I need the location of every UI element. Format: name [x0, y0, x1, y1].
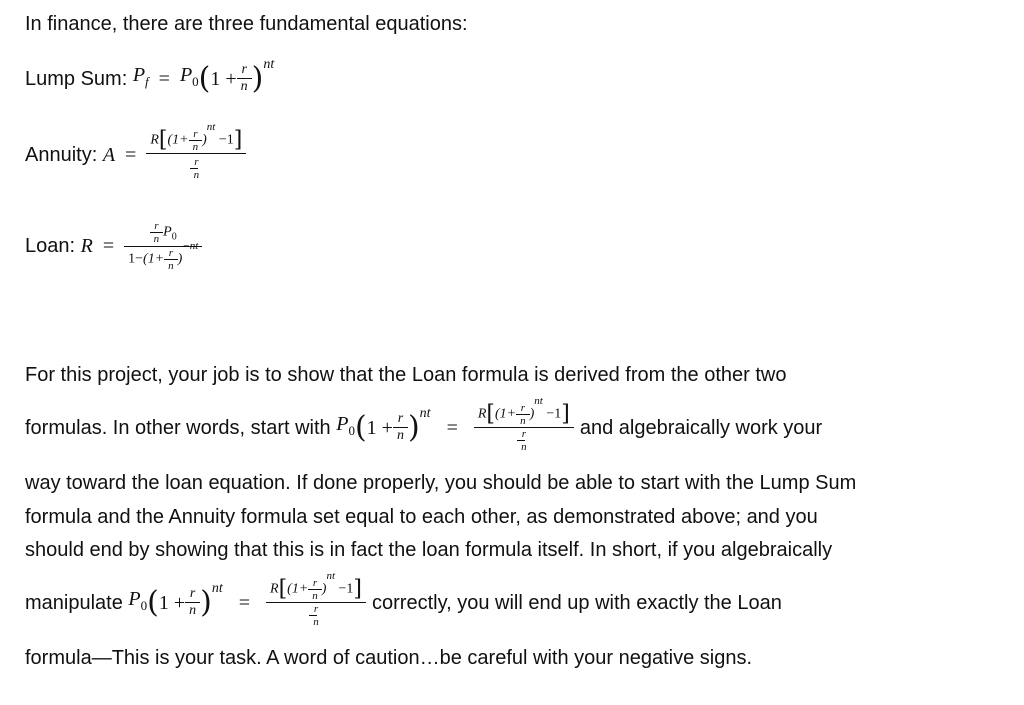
lump-sum-label: Lump Sum: — [25, 67, 128, 90]
paragraph-line-4: formula and the Annuity formula set equal to each other, as demonstrated above; and you — [25, 506, 818, 528]
lump-sum-equation: Lump Sum: $P_f$ = $P_0$ ( 1 + $\frac{r}{n}$ ) $^{nt}$ — [25, 56, 275, 96]
paragraph-line-2: formulas. In other words, start with $P_0$ ( 1 + $\frac{r}{n}$ ) $^{nt}$ = R[(1+ $\frac{r}{n}$ )$^{nt}$ −1] $\frac{r}{n}$ and algebraically work your — [25, 395, 823, 453]
paragraph-line-1: For this project, your job is to show that the Loan formula is derived from the other two — [25, 364, 787, 386]
annuity-label: Annuity: — [25, 143, 98, 166]
loan-equation: Loan: R = $\frac{r}{n}$ $P_0$ 1−(1+ $\frac{r}{n}$ )$^{-nt}$ — [25, 220, 202, 272]
paragraph-line-3: way toward the loan equation. If done properly, you should be able to start with the Lump Sum — [25, 472, 857, 494]
paragraph-line-7: formula—This is your task. A word of caution…be careful with your negative signs. — [25, 647, 753, 669]
loan-label: Loan: — [25, 234, 76, 257]
annuity-equation: Annuity: A = R[(1+ $\frac{r}{n}$ )$^{nt}$ −1] $\frac{r}{n}$ — [25, 128, 246, 181]
intro-text: In finance, there are three fundamental equations: — [25, 13, 468, 35]
lump-sum-formula: $P_f$ — [132, 64, 149, 89]
paragraph-line-6: manipulate $P_0$ ( 1 + $\frac{r}{n}$ ) $^{nt}$ = R[(1+ $\frac{r}{n}$ )$^{nt}$ −1] $\frac{r}{n}$ correctly, you will end up with exactly the Loan — [25, 570, 782, 628]
annuity-formula: R[(1+ $\frac{r}{n}$ )$^{nt}$ −1] $\frac{r}{n}$ — [146, 128, 246, 181]
loan-formula: $\frac{r}{n}$ $P_0$ 1−(1+ $\frac{r}{n}$ )$^{-nt}$ — [124, 220, 202, 272]
paragraph-line-5: should end by showing that this is in fact the loan formula itself. In short, if you algebraically — [25, 539, 833, 561]
